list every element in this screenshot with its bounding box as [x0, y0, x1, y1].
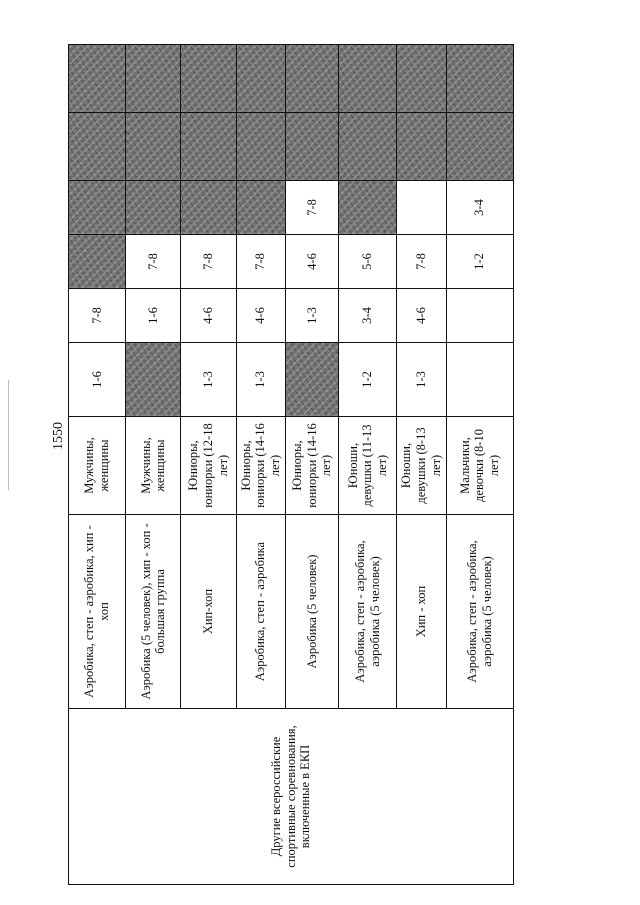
- shaded-cell: [181, 45, 236, 113]
- shaded-cell: [339, 113, 397, 181]
- page-number: 1550: [51, 422, 66, 450]
- place-range-cell: [397, 181, 446, 235]
- shaded-cell: [69, 113, 126, 181]
- scan-margin-mark: [8, 380, 9, 490]
- place-range-cell: 7-8: [236, 235, 285, 289]
- shaded-cell: [69, 45, 126, 113]
- sport-discipline-cell: Аэробика, степ - аэробика, хип - хоп: [69, 515, 126, 709]
- shaded-cell: [339, 45, 397, 113]
- sport-discipline-cell: Аэробика (5 человек): [285, 515, 338, 709]
- shaded-cell: [236, 45, 285, 113]
- sport-discipline-cell: Хип - хоп: [397, 515, 446, 709]
- shaded-cell: [126, 181, 181, 235]
- shaded-cell: [397, 113, 446, 181]
- age-group-cell: Мужчины, женщины: [69, 417, 126, 515]
- shaded-cell: [446, 45, 513, 113]
- age-group-cell: Юниоры, юниорки (14-16 лет): [285, 417, 338, 515]
- rotated-table-container: [68, 45, 514, 885]
- place-range-cell: 7-8: [285, 181, 338, 235]
- place-range-cell: 1-2: [446, 235, 513, 289]
- place-range-cell: 7-8: [181, 235, 236, 289]
- place-range-cell: 1-3: [181, 343, 236, 417]
- place-range-cell: 4-6: [397, 289, 446, 343]
- shaded-cell: [285, 45, 338, 113]
- place-range-cell: 1-3: [236, 343, 285, 417]
- sport-discipline-cell: Аэробика, степ - аэробика, аэробика (5 человек): [446, 515, 513, 709]
- place-range-cell: 3-4: [339, 289, 397, 343]
- place-range-cell: 1-3: [285, 289, 338, 343]
- place-range-cell: 7-8: [69, 289, 126, 343]
- shaded-cell: [339, 181, 397, 235]
- sport-discipline-cell: Аэробика, степ - аэробика: [236, 515, 285, 709]
- shaded-cell: [285, 343, 338, 417]
- place-range-cell: 1-2: [339, 343, 397, 417]
- shaded-cell: [236, 113, 285, 181]
- place-range-cell: 3-4: [446, 181, 513, 235]
- category-cell: Другие всероссийские спортивные соревнования, включенные в ЕКП: [69, 709, 514, 885]
- shaded-cell: [69, 181, 126, 235]
- place-range-cell: 4-6: [181, 289, 236, 343]
- place-range-cell: 4-6: [236, 289, 285, 343]
- shaded-cell: [397, 45, 446, 113]
- competition-table: [68, 44, 514, 885]
- age-group-cell: Юноши, девушки (8-13 лет): [397, 417, 446, 515]
- shaded-cell: [126, 113, 181, 181]
- sport-discipline-cell: Аэробика (5 человек), хип - хоп - большая группа: [126, 515, 181, 709]
- place-range-cell: 1-6: [69, 343, 126, 417]
- shaded-cell: [69, 235, 126, 289]
- shaded-cell: [181, 113, 236, 181]
- age-group-cell: Мужчины, женщины: [126, 417, 181, 515]
- place-range-cell: 7-8: [126, 235, 181, 289]
- sport-discipline-cell: Аэробика, степ - аэробика, аэробика (5 человек): [339, 515, 397, 709]
- age-group-cell: Мальчики, девочки (8-10 лет): [446, 417, 513, 515]
- shaded-cell: [126, 45, 181, 113]
- age-group-cell: Юниоры, юниорки (14-16 лет): [236, 417, 285, 515]
- shaded-cell: [285, 113, 338, 181]
- shaded-cell: [446, 113, 513, 181]
- age-group-cell: Юноши, девушки (11-13 лет): [339, 417, 397, 515]
- place-range-cell: 5-6: [339, 235, 397, 289]
- place-range-cell: 1-6: [126, 289, 181, 343]
- sport-discipline-cell: Хип-хоп: [181, 515, 236, 709]
- age-group-cell: Юниоры, юниорки (12-18 лет): [181, 417, 236, 515]
- place-range-cell: [446, 343, 513, 417]
- shaded-cell: [126, 343, 181, 417]
- place-range-cell: [446, 289, 513, 343]
- table-row: [69, 45, 126, 885]
- place-range-cell: 1-3: [397, 343, 446, 417]
- shaded-cell: [181, 181, 236, 235]
- shaded-cell: [236, 181, 285, 235]
- table-body: [69, 45, 514, 885]
- place-range-cell: 7-8: [397, 235, 446, 289]
- place-range-cell: 4-6: [285, 235, 338, 289]
